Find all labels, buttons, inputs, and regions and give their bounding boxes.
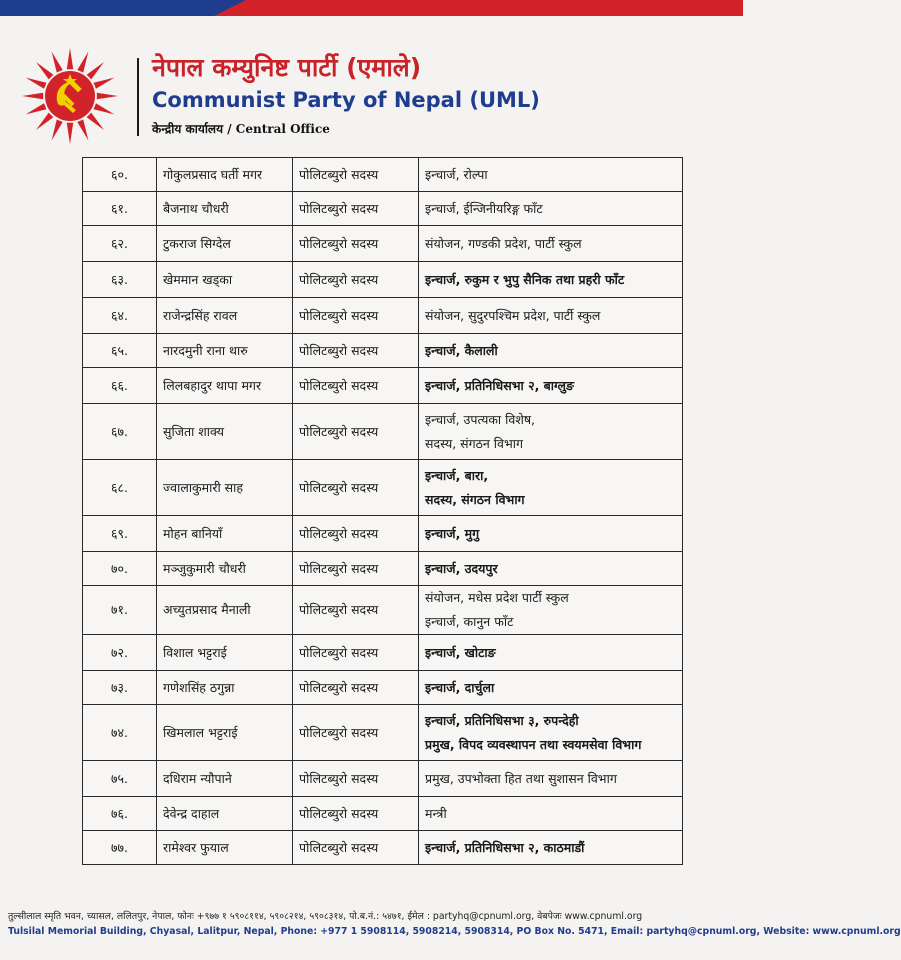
member-name-cell: राजेन्द्रसिंह रावल	[157, 298, 293, 334]
table-row	[83, 158, 683, 192]
member-name-cell: देवेन्द्र दाहाल	[157, 797, 293, 831]
politburo-roster-table	[82, 157, 683, 865]
member-name-cell: सुजिता शाक्य	[157, 404, 293, 460]
table-row	[83, 586, 683, 635]
responsibility-line: इन्चार्ज, रुकुम र भुपु सैनिक तथा प्रहरी फाँट	[425, 271, 625, 287]
emblem-ray	[67, 123, 73, 144]
position-cell: पोलिटब्युरो सदस्य	[293, 586, 419, 635]
responsibility-line: इन्चार्ज, उपत्यका विशेष,	[425, 411, 536, 427]
responsibility-cell	[419, 797, 683, 831]
emblem-ray	[52, 52, 63, 73]
table-row	[83, 262, 683, 298]
serial-number-cell: ६०.	[83, 158, 157, 192]
table-row	[83, 192, 683, 226]
party-name-english: Communist Party of Nepal (UML)	[152, 88, 540, 112]
position-cell: पोलिटब्युरो सदस्य	[293, 516, 419, 552]
responsibility-cell	[419, 671, 683, 705]
member-name-cell: ज्वालाकुमारी साह	[157, 460, 293, 516]
position-cell: पोलिटब्युरो सदस्य	[293, 404, 419, 460]
responsibility-line: मन्त्री	[425, 805, 447, 821]
table-row	[83, 334, 683, 368]
serial-number-cell: ७१.	[83, 586, 157, 635]
member-name-cell: लिलबहादुर थापा मगर	[157, 368, 293, 404]
serial-number-cell: ६५.	[83, 334, 157, 368]
emblem-ray	[94, 103, 115, 114]
table-row	[83, 516, 683, 552]
responsibility-line: इन्चार्ज, प्रतिनिधिसभा २, काठमाडौं	[425, 839, 585, 855]
emblem-ray	[94, 78, 115, 89]
serial-number-cell: ७५.	[83, 761, 157, 797]
serial-number-cell: ७६.	[83, 797, 157, 831]
emblem-ray	[36, 113, 53, 130]
position-cell: पोलिटब्युरो सदस्य	[293, 334, 419, 368]
position-cell: पोलिटब्युरो सदस्य	[293, 831, 419, 865]
serial-number-cell: ६३.	[83, 262, 157, 298]
emblem-ray	[87, 113, 104, 130]
serial-number-cell: ६७.	[83, 404, 157, 460]
position-cell: पोलिटब्युरो सदस्य	[293, 761, 419, 797]
responsibility-line: संयोजन, गण्डकी प्रदेश, पार्टी स्कुल	[425, 235, 582, 251]
position-cell: पोलिटब्युरो सदस्य	[293, 705, 419, 761]
serial-number-cell: ७४.	[83, 705, 157, 761]
position-cell: पोलिटब्युरो सदस्य	[293, 368, 419, 404]
member-name-cell: दधिराम न्यौपाने	[157, 761, 293, 797]
emblem-ray	[97, 93, 118, 99]
responsibility-line: प्रमुख, उपभोक्ता हित तथा सुशासन विभाग	[425, 770, 617, 786]
position-cell: पोलिटब्युरो सदस्य	[293, 226, 419, 262]
footer-address	[8, 909, 901, 937]
responsibility-cell	[419, 192, 683, 226]
responsibility-cell	[419, 761, 683, 797]
table-row	[83, 298, 683, 334]
office-label-nepali: केन्द्रीय कार्यालय	[152, 122, 224, 136]
table-row	[83, 761, 683, 797]
member-name-cell: रामेश्वर फुयाल	[157, 831, 293, 865]
member-name-cell: मोहन बानियाँ	[157, 516, 293, 552]
letterhead	[0, 28, 743, 148]
member-name-cell: गोकुलप्रसाद घर्ती मगर	[157, 158, 293, 192]
responsibility-line: संयोजन, सुदुरपश्चिम प्रदेश, पार्टी स्कुल	[425, 307, 601, 323]
responsibility-line: इन्चार्ज, खोटाङ	[425, 644, 496, 660]
responsibility-line: सदस्य, संगठन विभाग	[425, 435, 524, 451]
table-row	[83, 705, 683, 761]
serial-number-cell: ७०.	[83, 552, 157, 586]
table-row	[83, 404, 683, 460]
position-cell: पोलिटब्युरो सदस्य	[293, 797, 419, 831]
member-name-cell: बैजनाथ चौधरी	[157, 192, 293, 226]
member-name-cell: नारदमुनी राना थारु	[157, 334, 293, 368]
party-name-nepali: नेपाल कम्युनिष्ट पार्टी (एमाले)	[152, 53, 422, 82]
party-emblem-icon	[20, 46, 120, 146]
responsibility-line: इन्चार्ज, प्रतिनिधिसभा २, बाग्लुङ	[425, 377, 574, 393]
table-row	[83, 671, 683, 705]
position-cell: पोलिटब्युरो सदस्य	[293, 298, 419, 334]
responsibility-cell	[419, 226, 683, 262]
member-name-cell: मञ्जुकुमारी चौधरी	[157, 552, 293, 586]
serial-number-cell: ७२.	[83, 635, 157, 671]
emblem-ray	[22, 93, 43, 99]
member-name-cell: गणेशसिंह ठगुन्ना	[157, 671, 293, 705]
member-name-cell: खिमलाल भट्टराई	[157, 705, 293, 761]
serial-number-cell: ६८.	[83, 460, 157, 516]
office-label-separator: /	[227, 122, 232, 136]
serial-number-cell: ६२.	[83, 226, 157, 262]
responsibility-cell	[419, 158, 683, 192]
responsibility-cell	[419, 368, 683, 404]
table-row	[83, 797, 683, 831]
responsibility-line: प्रमुख, विपद व्यवस्थापन तथा स्वयमसेवा विभाग	[425, 736, 642, 752]
table-row	[83, 368, 683, 404]
position-cell: पोलिटब्युरो सदस्य	[293, 552, 419, 586]
footer-line-english: Tulsilal Memorial Building, Chyasal, Lalitpur, Nepal, Phone: +977 1 5908114, 5908214, 5908314, PO Box No. 5471, Email: partyhq@cpnuml.org, Website: www.cpnuml.org	[8, 926, 901, 937]
top-band-red	[214, 0, 743, 16]
emblem-ray	[87, 62, 104, 79]
position-cell: पोलिटब्युरो सदस्य	[293, 635, 419, 671]
responsibility-cell	[419, 404, 683, 460]
responsibility-line: सदस्य, संगठन विभाग	[425, 491, 525, 507]
footer-line-nepali: तुल्सीलाल स्मृति भवन, च्यासल, ललितपुर, नेपाल, फोनः +९७७ १ ५९०८११४, ५९०८२१४, ५९०८३१४, पो.ब.नं.: ५४७१, ईमेल : partyhq@cpnuml.org, वेबपेजः www.cpnuml.org	[8, 911, 643, 922]
position-cell: पोलिटब्युरो सदस्य	[293, 158, 419, 192]
member-name-cell: टुकराज सिग्देल	[157, 226, 293, 262]
responsibility-line: संयोजन, मधेस प्रदेश पार्टी स्कुल	[425, 590, 569, 605]
member-name-cell: विशाल भट्टराई	[157, 635, 293, 671]
responsibility-cell	[419, 262, 683, 298]
responsibility-cell	[419, 586, 683, 635]
responsibility-line: इन्चार्ज, उदयपुर	[425, 560, 498, 576]
responsibility-cell	[419, 635, 683, 671]
responsibility-line: इन्चार्ज, कैलाली	[425, 342, 498, 358]
responsibility-cell	[419, 516, 683, 552]
top-color-band	[0, 0, 743, 16]
responsibility-line: इन्चार्ज, प्रतिनिधिसभा ३, रुपन्देही	[425, 712, 579, 728]
emblem-ray	[26, 103, 47, 114]
table-row	[83, 226, 683, 262]
office-label-english: Central Office	[235, 122, 330, 136]
member-name-cell: खेममान खड्का	[157, 262, 293, 298]
responsibility-line: इन्चार्ज, बारा,	[425, 467, 489, 483]
responsibility-line: इन्चार्ज, रोल्पा	[425, 166, 488, 182]
responsibility-cell	[419, 334, 683, 368]
serial-number-cell: ६१.	[83, 192, 157, 226]
serial-number-cell: ७३.	[83, 671, 157, 705]
responsibility-line: इन्चार्ज, दार्चुला	[425, 679, 495, 695]
top-band-blue	[0, 0, 250, 16]
table-row	[83, 831, 683, 865]
emblem-ray	[77, 120, 88, 141]
office-label	[152, 120, 330, 137]
emblem-ray	[36, 62, 53, 79]
responsibility-cell	[419, 460, 683, 516]
responsibility-cell	[419, 705, 683, 761]
position-cell: पोलिटब्युरो सदस्य	[293, 192, 419, 226]
serial-number-cell: ७७.	[83, 831, 157, 865]
serial-number-cell: ६९.	[83, 516, 157, 552]
serial-number-cell: ६४.	[83, 298, 157, 334]
position-cell: पोलिटब्युरो सदस्य	[293, 671, 419, 705]
header-divider	[137, 58, 139, 136]
emblem-ray	[77, 52, 88, 73]
emblem-ray	[67, 48, 73, 69]
position-cell: पोलिटब्युरो सदस्य	[293, 460, 419, 516]
emblem-ray	[52, 120, 63, 141]
responsibility-line: इन्चार्ज, मुगु	[425, 525, 480, 541]
responsibility-line: इन्चार्ज, ईन्जिनीयरिङ्ग फाँट	[425, 200, 543, 216]
table-row	[83, 552, 683, 586]
position-cell: पोलिटब्युरो सदस्य	[293, 262, 419, 298]
emblem-ray	[26, 78, 47, 89]
table-row	[83, 635, 683, 671]
responsibility-cell	[419, 298, 683, 334]
responsibility-cell	[419, 831, 683, 865]
responsibility-line: इन्चार्ज, कानुन फाँट	[425, 614, 514, 629]
member-name-cell: अच्युतप्रसाद मैनाली	[157, 586, 293, 635]
serial-number-cell: ६६.	[83, 368, 157, 404]
table-row	[83, 460, 683, 516]
responsibility-cell	[419, 552, 683, 586]
